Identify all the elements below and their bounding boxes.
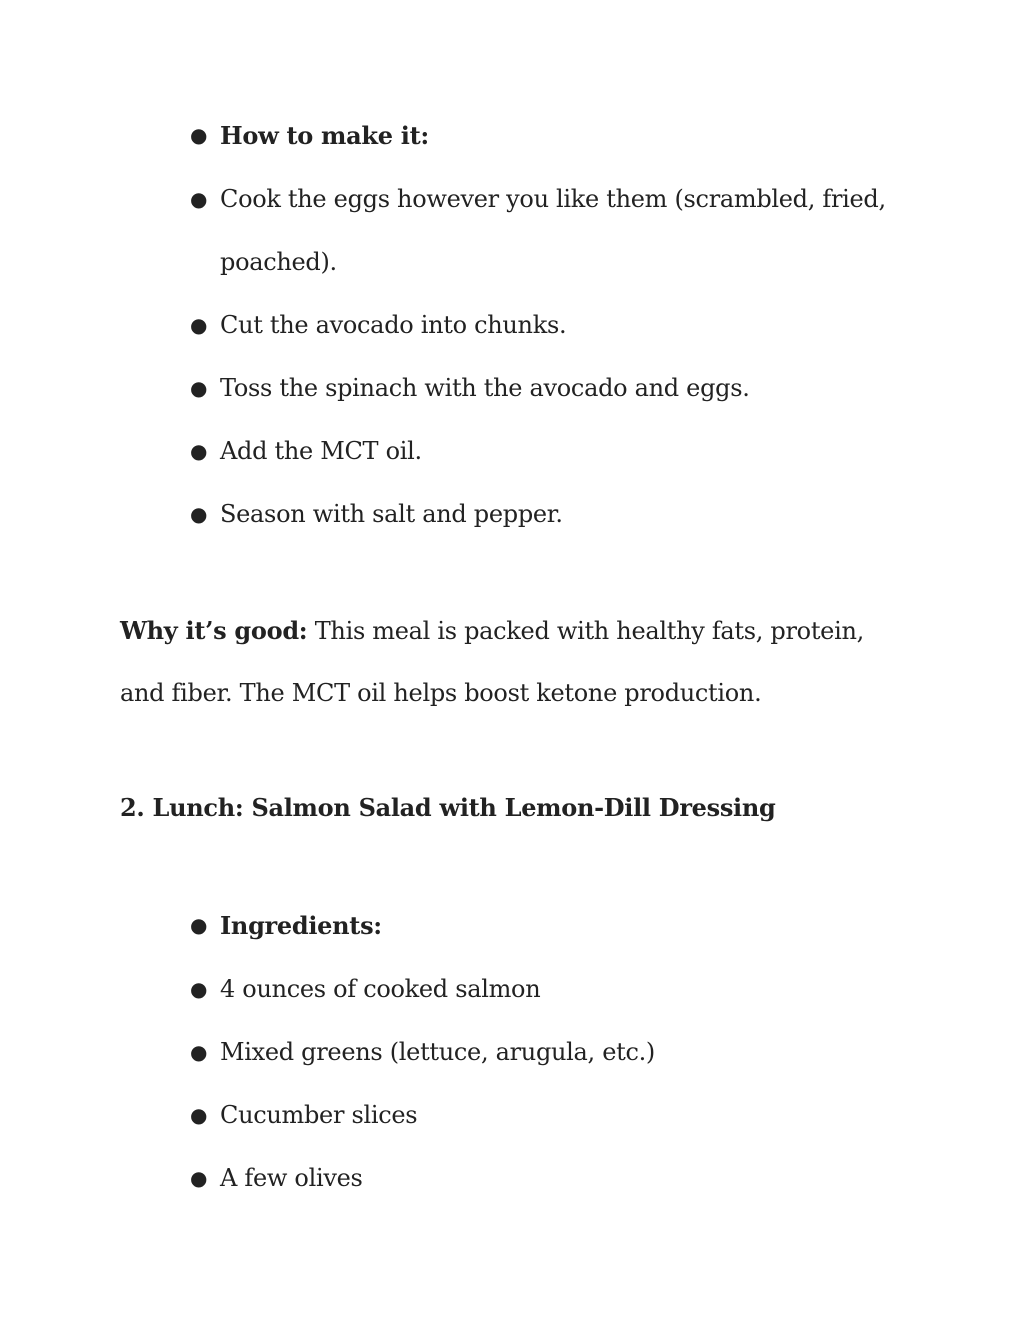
- list-item: [188, 483, 888, 546]
- ingredient-text: A few olives: [220, 1164, 363, 1192]
- list-item: [188, 1084, 888, 1147]
- step-text: Toss the spinach with the avocado and eggs.: [220, 374, 750, 402]
- list-item: [188, 1147, 888, 1210]
- how-to-make-heading: How to make it:: [220, 121, 429, 150]
- list-item: [188, 420, 888, 483]
- bullet-icon: ●: [190, 376, 208, 400]
- bullet-icon: ●: [190, 1166, 208, 1190]
- step-text: Add the MCT oil.: [220, 437, 422, 465]
- list-item: [188, 168, 888, 294]
- lunch-heading: 2. Lunch: Salmon Salad with Lemon-Dill Dressing: [120, 793, 776, 822]
- list-item: [188, 104, 888, 168]
- ingredient-text: 4 ounces of cooked salmon: [220, 975, 541, 1003]
- bullet-icon: ●: [190, 913, 208, 937]
- bullet-icon: ●: [190, 977, 208, 1001]
- why-good-label: Why it’s good:: [120, 616, 308, 645]
- bullet-icon: ●: [190, 123, 208, 147]
- list-item: [188, 357, 888, 420]
- bullet-icon: ●: [190, 1040, 208, 1064]
- bullet-icon: ●: [190, 313, 208, 337]
- step-text: Season with salt and pepper.: [220, 500, 563, 528]
- step-text: Cook the eggs however you like them (scrambled, fried, poached).: [220, 185, 886, 276]
- bullet-icon: ●: [190, 1103, 208, 1127]
- bullet-icon: ●: [190, 187, 208, 211]
- list-item: [188, 894, 888, 958]
- list-item: [188, 958, 888, 1021]
- ingredients-heading: Ingredients:: [220, 911, 382, 940]
- step-text: Cut the avocado into chunks.: [220, 311, 567, 339]
- list-item: [188, 1021, 888, 1084]
- bullet-icon: ●: [190, 502, 208, 526]
- ingredients-list: [188, 894, 888, 1210]
- list-item: [188, 294, 888, 357]
- ingredient-text: Mixed greens (lettuce, arugula, etc.): [220, 1038, 655, 1066]
- bullet-icon: ●: [190, 439, 208, 463]
- how-to-make-list: [188, 104, 888, 546]
- ingredient-text: Cucumber slices: [220, 1101, 418, 1129]
- why-good-text: This meal is packed with healthy fats, protein, and fiber. The MCT oil helps boost ketone production.: [120, 617, 864, 707]
- why-good-paragraph: [120, 600, 910, 724]
